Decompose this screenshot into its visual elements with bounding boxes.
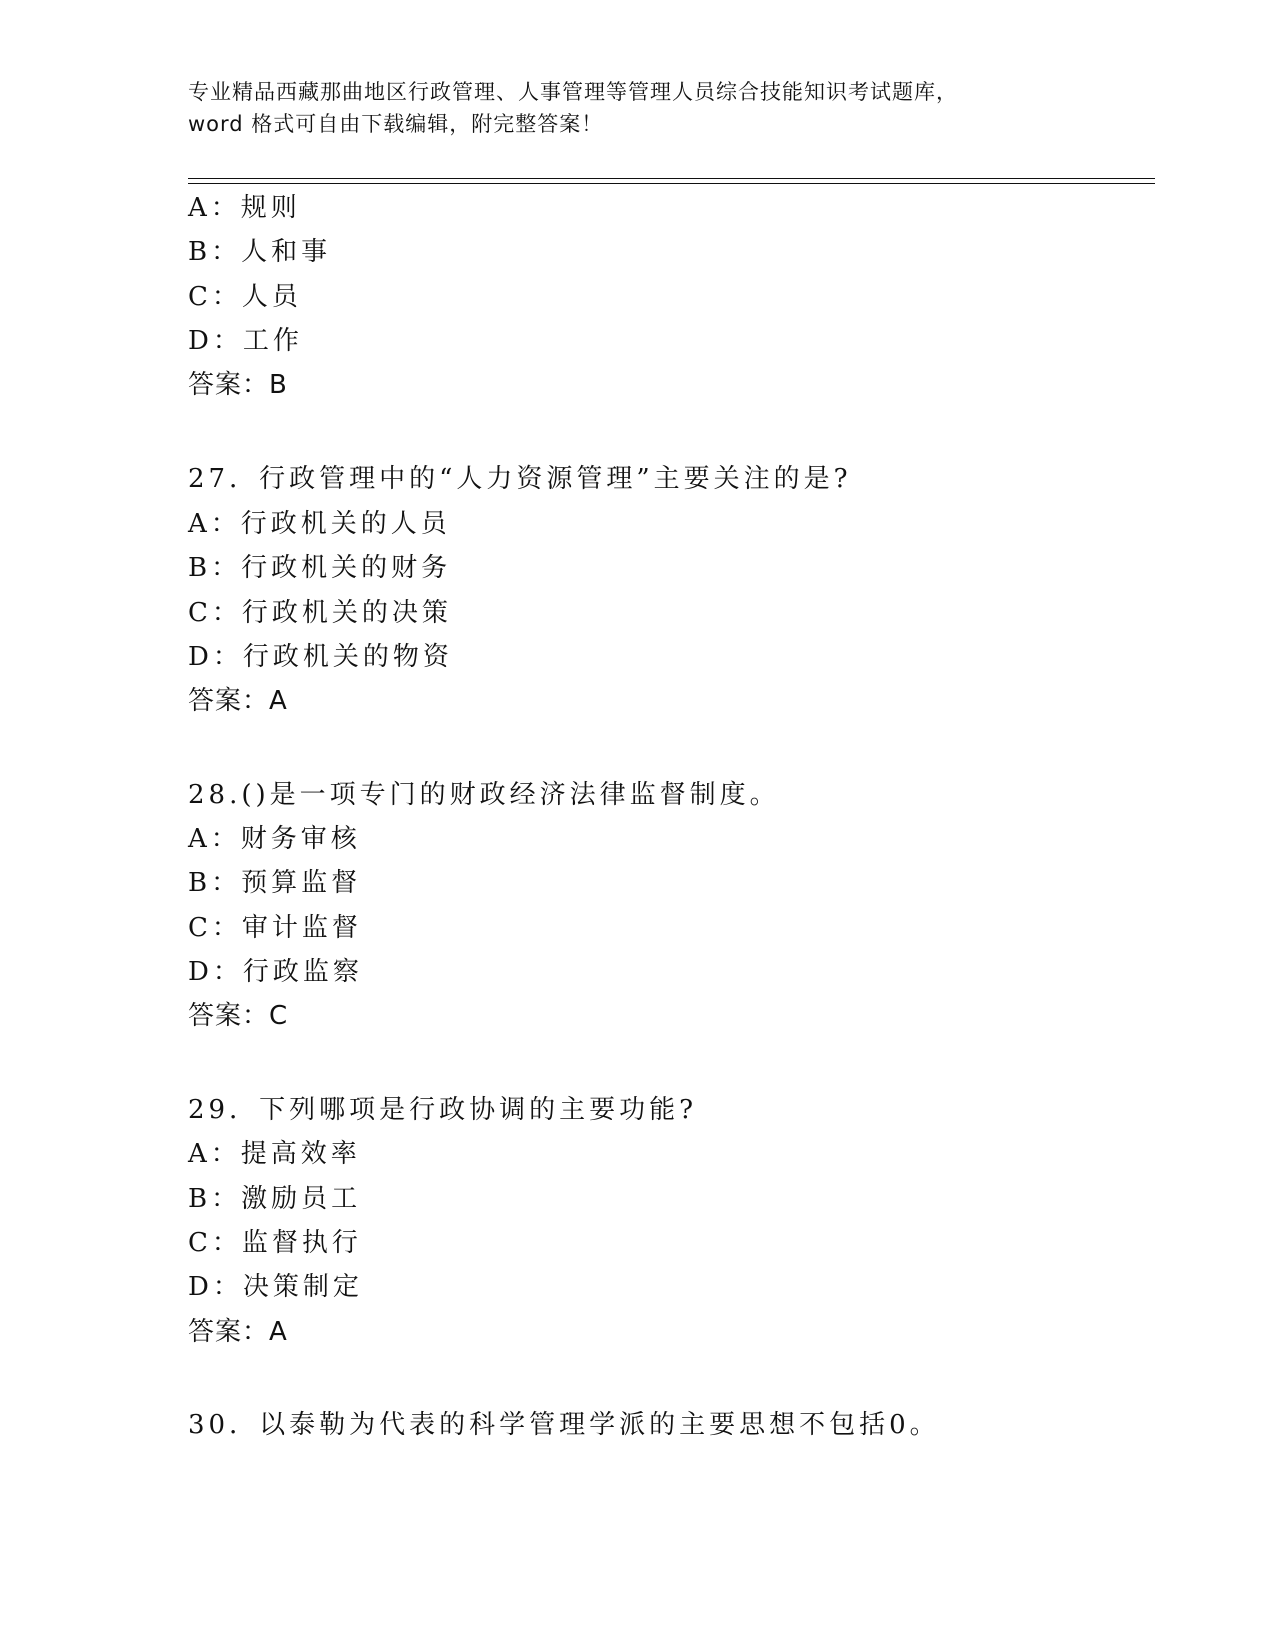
question-text: 28.()是一项专门的财政经济法律监督制度。 <box>188 780 780 810</box>
option-c: C：监督执行 <box>188 1228 362 1258</box>
option-d: D：工作 <box>188 326 303 356</box>
option-b: B：激励员工 <box>188 1184 362 1214</box>
option-c: C：行政机关的决策 <box>188 598 452 628</box>
option-a: A：规则 <box>188 193 301 223</box>
answer: 答案：C <box>188 1001 289 1031</box>
answer: 答案：A <box>188 686 288 716</box>
option-b: B：预算监督 <box>188 868 362 898</box>
option-d: D：行政监察 <box>188 957 363 987</box>
document-header <box>188 76 1088 140</box>
header-line-1: 专业精品西藏那曲地区行政管理、人事管理等管理人员综合技能知识考试题库， <box>188 80 958 104</box>
question-text: 27．行政管理中的“人力资源管理”主要关注的是? <box>188 464 852 494</box>
question-text: 30．以泰勒为代表的科学管理学派的主要思想不包括0。 <box>188 1410 940 1440</box>
header-line-2: word 格式可自由下载编辑，附完整答案！ <box>188 112 604 136</box>
answer: 答案：B <box>188 370 288 400</box>
option-b: B：人和事 <box>188 237 332 267</box>
option-a: A：提高效率 <box>188 1139 361 1169</box>
option-c: C：人员 <box>188 282 302 312</box>
option-a: A：行政机关的人员 <box>188 509 451 539</box>
header-divider <box>188 178 1155 184</box>
answer: 答案：A <box>188 1317 288 1347</box>
option-c: C：审计监督 <box>188 913 362 943</box>
option-d: D：行政机关的物资 <box>188 642 453 672</box>
question-text: 29．下列哪项是行政协调的主要功能? <box>188 1095 698 1125</box>
option-a: A：财务审核 <box>188 824 361 854</box>
option-b: B：行政机关的财务 <box>188 553 452 583</box>
option-d: D：决策制定 <box>188 1272 363 1302</box>
